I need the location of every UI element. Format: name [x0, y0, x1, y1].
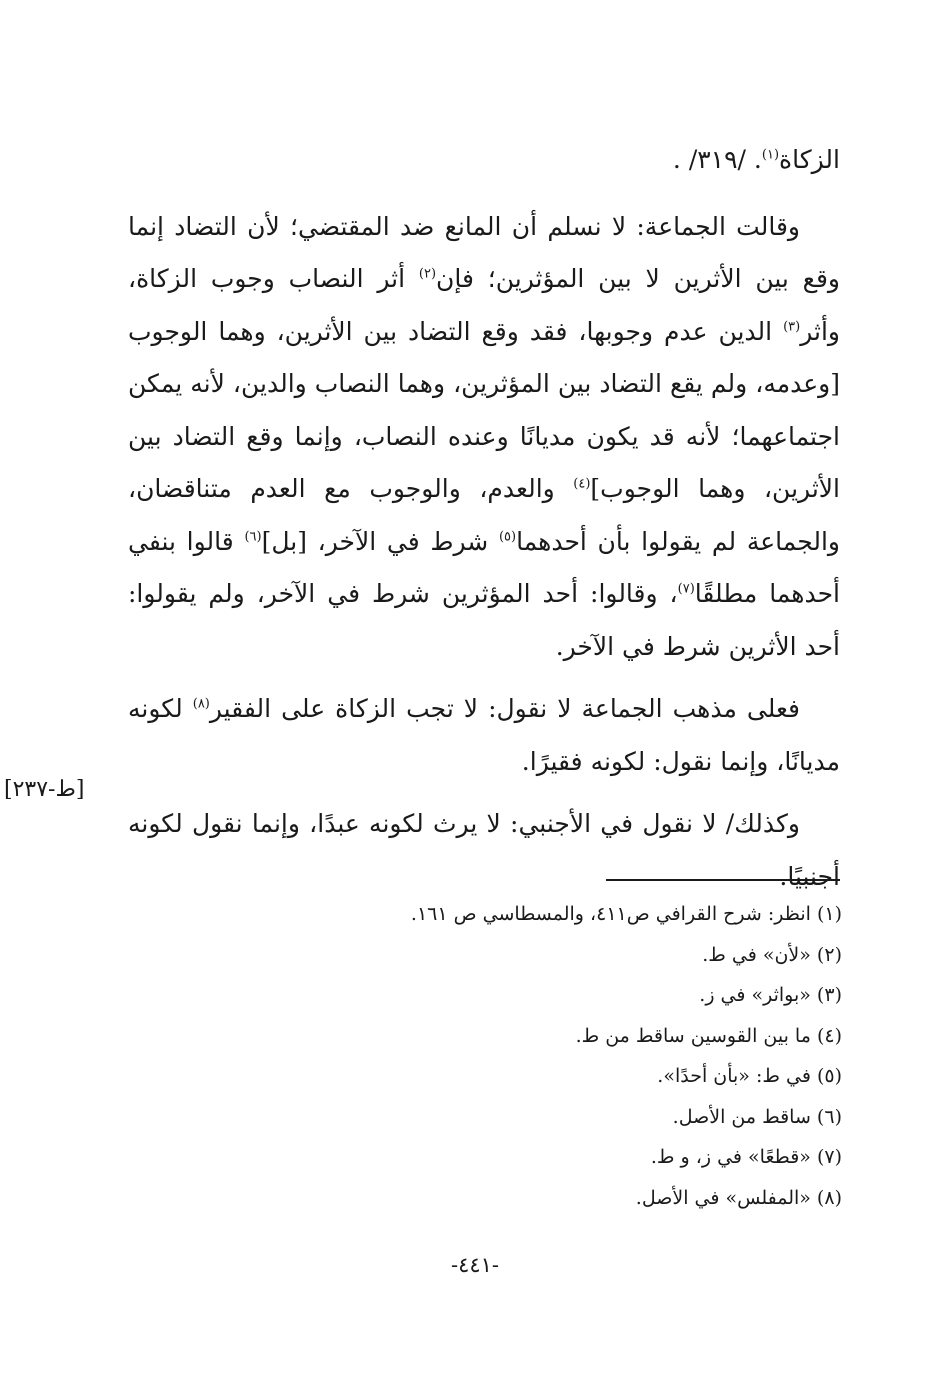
footnote-6: (٦) ساقط من الأصل. [672, 1105, 842, 1128]
margin-page-reference: [ط-٢٣٧] [4, 777, 85, 802]
paragraph-3 [128, 683, 840, 788]
footnote-8: (٨) «المفلس» في الأصل. [635, 1186, 842, 1209]
footnote-ref-5: (٥) [498, 529, 517, 545]
footnote-ref-8: (٨) [192, 696, 210, 712]
paragraph-2 [128, 201, 840, 674]
footnote-4: (٤) ما بين القوسين ساقط من ط. [575, 1024, 842, 1047]
footnote-ref-7: (٧) [677, 581, 695, 597]
footnote-2: (٢) «لأن» في ط. [702, 943, 842, 966]
paragraph-1 [128, 134, 840, 187]
footnote-1: (١) انظر: شرح القرافي ص٤١١، والمسطاسي ص ١٦١. [410, 903, 842, 925]
page-number: -٤٤١- [450, 1253, 500, 1277]
paragraph-4 [128, 798, 840, 903]
footnote-ref-2: (٢) [418, 266, 437, 282]
p2-text-4: والعدم، والوجوب مع العدم متناقضان، والجماعة لم يقولوا بأن أحدهما [128, 474, 840, 556]
main-text [128, 134, 840, 913]
p4-text-1: وكذلك/ لا نقول في الأجنبي: لا يرث لكونه عبدًا، وإنما نقول لكونه أجنبيًا. [128, 809, 840, 891]
p2-text-3: الدين عدم وجوبها، فقد وقع التضاد بين الأثرين، وهما الوجوب [وعدمه، ولم يقع التضاد بين المؤثرين، وهما النصاب والدين، لأنه يمكن اجتماعهما؛ لأنه قد يكون مديانًا وعنده النصاب، وإنما وقع التضاد بين الأثرين، وهما الوجوب] [128, 316, 841, 503]
p2-text-1: وقالت الجماعة: لا نسلم أن المانع ضد المقتضي؛ لأن التضاد إنما وقع بين الأثرين لا بين المؤثرين؛ فإن [128, 211, 841, 293]
footnote-ref-6: (٦) [244, 529, 262, 545]
p2-text-5: شرط في الآخر، [بل] [261, 526, 499, 556]
footnote-ref-1: (١) [761, 147, 780, 163]
footnote-3: (٣) «بواثر» في ز. [699, 984, 842, 1006]
footnote-5: (٥) في ط: «بأن أحدًا». [657, 1065, 842, 1087]
footnote-ref-4: (٤) [573, 476, 591, 492]
p2-text-6: قالوا بنفي أحدهما مطلقًا [128, 526, 840, 608]
p3-text-1: فعلى مذهب الجماعة لا نقول: لا تجب الزكاة على الفقير [209, 694, 800, 723]
footnotes [300, 894, 842, 1218]
p2-text-2: أثر النصاب وجوب الزكاة، وأثر [128, 264, 840, 346]
footnote-7: (٧) «قطعًا» في ز، و ط. [650, 1146, 842, 1168]
p1-text-1: الزكاة [779, 145, 840, 174]
footnote-ref-3: (٣) [783, 319, 801, 335]
p2-text-7: ، وقالوا: أحد المؤثرين شرط في الآخر، ولم يقولوا: أحد الأثرين شرط في الآخر. [128, 579, 840, 661]
p3-text-2: لكونه مديانًا، وإنما نقول: لكونه فقيرًا. [128, 694, 840, 776]
p1-text-2: . /٣١٩/ . [672, 145, 762, 174]
footnote-divider [606, 879, 840, 881]
